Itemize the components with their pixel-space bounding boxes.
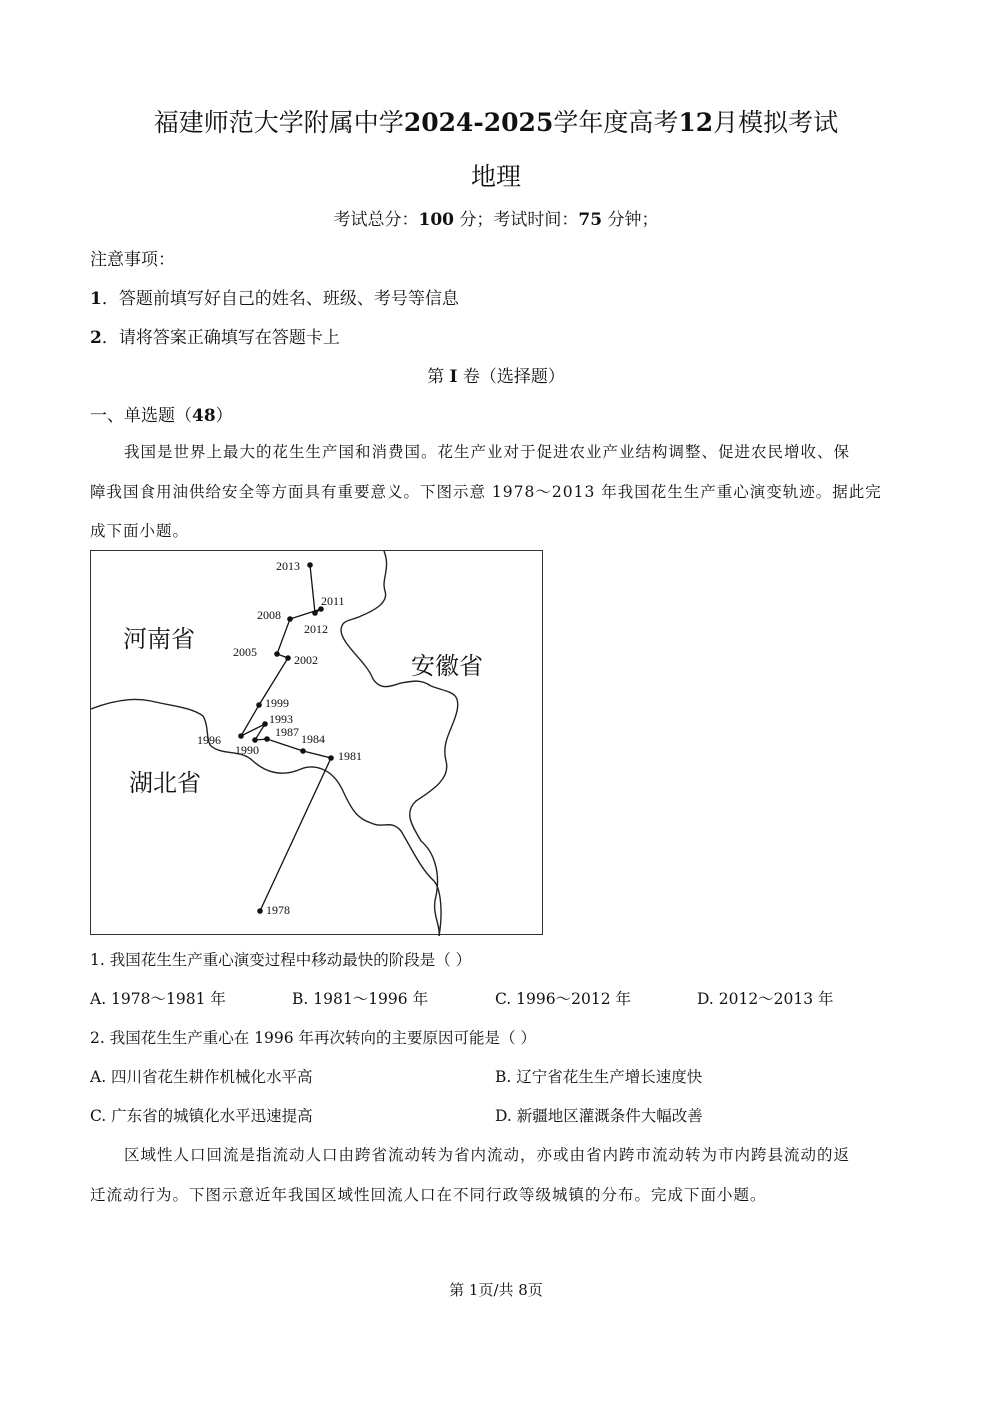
passage2-line-1: 区域性人口回流是指流动人口由跨省流动转为省内流动，亦或由省内跨市流动转为市内跨县流动的返 (124, 1146, 851, 1164)
q2-option-d[interactable]: D. 新疆地区灌溉条件大幅改善 (495, 1107, 703, 1125)
passage2-line-2: 迁流动行为。下图示意近年我国区域性回流人口在不同行政等级城镇的分布。完成下面小题。 (90, 1186, 767, 1204)
year-label-2002: 2002 (294, 653, 318, 667)
exam-info: 考试总分：100 分；考试时间：75 分钟； (333, 210, 659, 230)
year-label-2013: 2013 (276, 559, 300, 573)
year-labels (197, 559, 362, 917)
q1-option-b[interactable]: B. 1981～1996 年 (292, 990, 429, 1008)
notes-heading: 注意事项： (90, 250, 175, 270)
q2-option-c[interactable]: C. 广东省的城镇化水平迅速提高 (90, 1107, 313, 1125)
passage1-line-1: 我国是世界上最大的花生生产国和消费国。花生产业对于促进农业产业结构调整、促进农民增收、保 (124, 443, 851, 461)
boundary-hubei (91, 699, 441, 936)
year-label-1993: 1993 (269, 712, 293, 726)
year-label-1999: 1999 (265, 696, 289, 710)
map-svg (91, 551, 544, 936)
subject-title: 地理 (470, 162, 521, 191)
year-label-1978: 1978 (266, 903, 290, 917)
part-heading: 第 I 卷（选择题） (427, 367, 565, 387)
q2-option-a[interactable]: A. 四川省花生耕作机械化水平高 (90, 1068, 313, 1086)
section-heading: 一、单选题（48） (90, 406, 233, 426)
year-label-1984: 1984 (301, 732, 325, 746)
note-item-2: 2．请将答案正确填写在答题卡上 (90, 328, 340, 348)
track-point-2005 (274, 651, 280, 657)
exam-title: 福建师范大学附属中学2024-2025学年度高考12月模拟考试 (153, 108, 839, 137)
track-point-2012 (312, 610, 318, 616)
boundary-anhui (341, 551, 458, 936)
year-label-2011: 2011 (321, 594, 345, 608)
year-label-1981: 1981 (338, 749, 362, 763)
year-label-2008: 2008 (257, 608, 281, 622)
track-point-1990 (252, 737, 258, 743)
province-label-hubei: 湖北省 (129, 769, 201, 797)
track-point-1999 (256, 702, 262, 708)
q1-option-a[interactable]: A. 1978～1981 年 (90, 990, 226, 1008)
year-label-1996: 1996 (197, 733, 221, 747)
track-point-1996 (238, 733, 244, 739)
year-label-2012: 2012 (304, 622, 328, 636)
track-point-2002 (285, 655, 291, 661)
peanut-centroid-map (90, 550, 543, 935)
track-point-1978 (257, 908, 263, 914)
track-point-1984 (300, 748, 306, 754)
q1-option-c[interactable]: C. 1996～2012 年 (495, 990, 631, 1008)
track-point-1993 (262, 721, 268, 727)
year-label-1990: 1990 (235, 743, 259, 757)
q2-stem: 2. 我国花生生产重心在 1996 年再次转向的主要原因可能是（ ） (90, 1029, 536, 1047)
passage1-line-2: 障我国食用油供给安全等方面具有重要意义。下图示意 1978～2013 年我国花生生产重心演变轨迹。据此完 (90, 483, 882, 501)
year-label-1987: 1987 (275, 725, 299, 739)
passage1-line-3: 成下面小题。 (90, 522, 190, 540)
q2-option-b[interactable]: B. 辽宁省花生生产增长速度快 (495, 1068, 703, 1086)
track-point-1981 (328, 755, 334, 761)
q1-stem: 1. 我国花生生产重心演变过程中移动最快的阶段是（ ） (90, 951, 472, 969)
province-label-henan: 河南省 (123, 625, 195, 653)
track-point-2008 (287, 616, 293, 622)
track-point-2013 (307, 562, 313, 568)
note-item-1: 1．答题前填写好自己的姓名、班级、考号等信息 (90, 289, 459, 309)
province-label-anhui: 安徽省 (411, 652, 483, 680)
year-label-2005: 2005 (233, 645, 257, 659)
track-point-1987 (264, 736, 270, 742)
q1-option-d[interactable]: D. 2012～2013 年 (697, 990, 834, 1008)
page-footer: 第 1页/共 8页 (449, 1281, 543, 1299)
